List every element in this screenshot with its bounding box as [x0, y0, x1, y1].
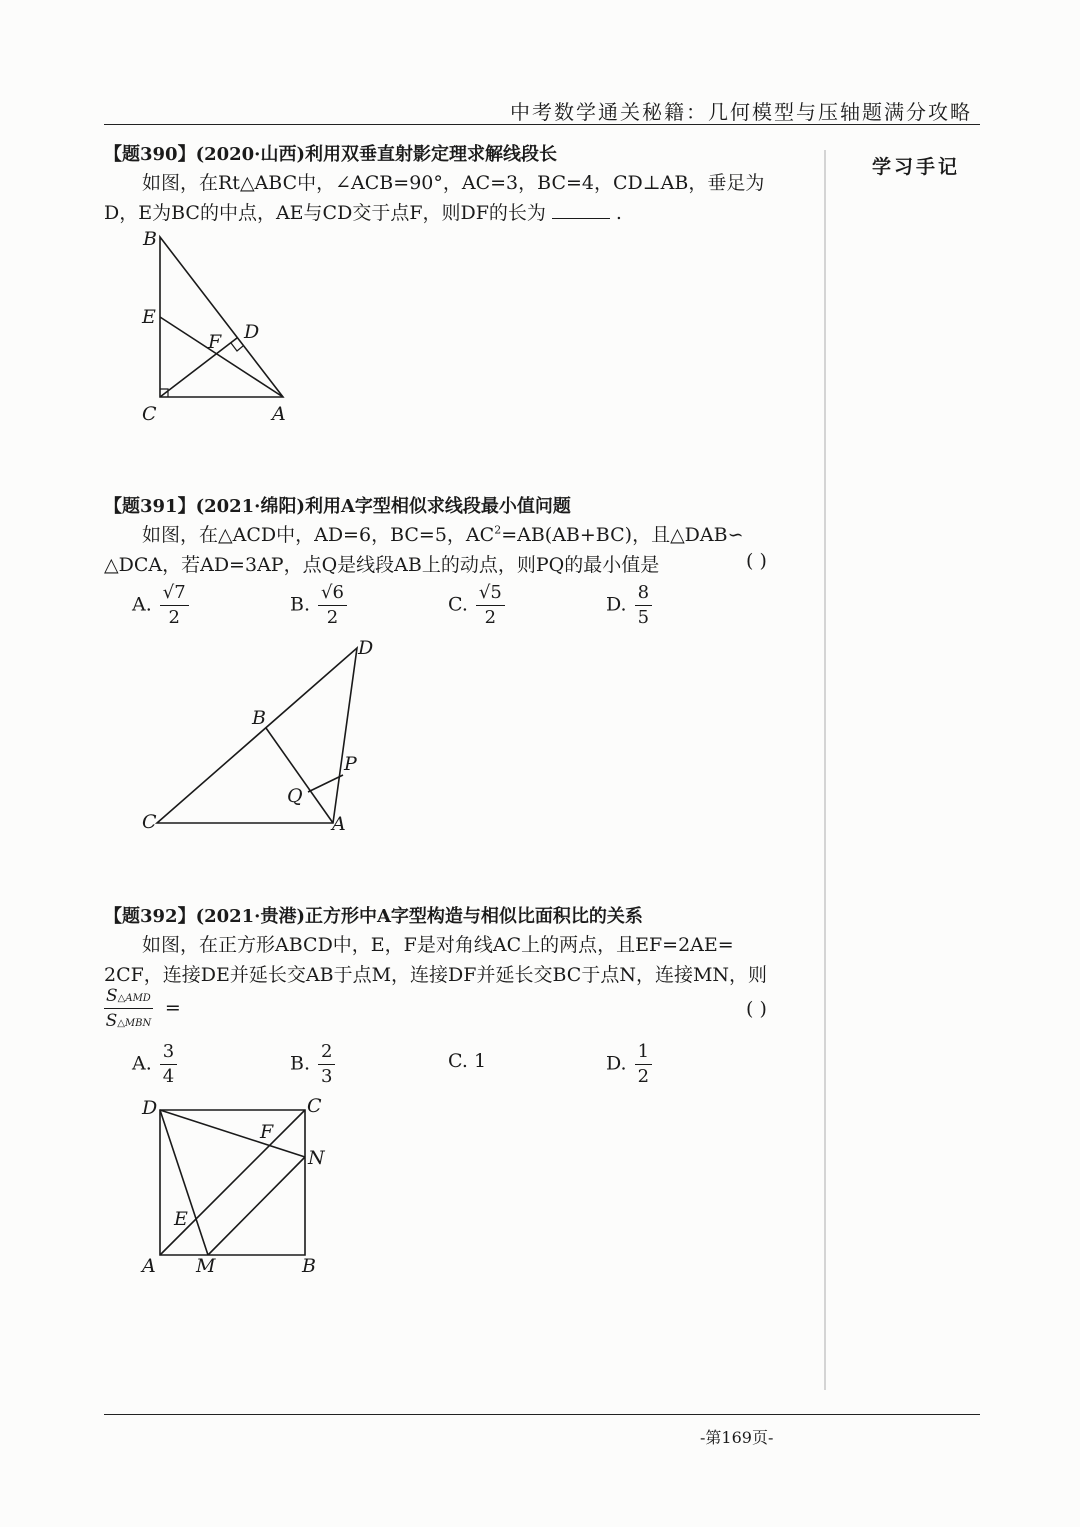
page-number: -第169页-	[700, 1428, 774, 1447]
question-390-line-2	[104, 198, 622, 225]
question-391-title: 【题391】(2021·绵阳)利用A字型相似求线段最小值问题	[104, 496, 571, 517]
figure-391	[130, 630, 390, 840]
right-angle-d	[231, 343, 243, 351]
label-f: F	[208, 331, 222, 353]
triangle-acd	[157, 648, 357, 823]
triangle-abc	[160, 237, 283, 397]
choice-391-b[interactable]: B. $\frac{√6}{2}$	[290, 584, 347, 627]
label-q: Q	[287, 785, 303, 807]
label-d: D	[358, 637, 374, 659]
book-title: 中考数学通关秘籍：几何模型与压轴题满分攻略	[510, 100, 972, 124]
label-a: A	[332, 813, 346, 835]
label-d: D	[244, 321, 260, 343]
segment-ae	[160, 317, 283, 397]
segment-ba	[266, 728, 333, 823]
question-391-line-1b: =AB(AB+BC)，且△DAB∽	[501, 524, 744, 546]
question-392-answer-paren[interactable]: ( )	[746, 998, 767, 1020]
label-n: N	[308, 1147, 325, 1169]
choice-391-a[interactable]: A. $\frac{√7}{2}$	[132, 584, 189, 627]
label-b: B	[302, 1255, 316, 1277]
choice-392-a[interactable]: A. $\frac{3}{4}$	[132, 1043, 177, 1086]
segment-cd	[160, 338, 237, 397]
footer-rule	[104, 1414, 980, 1415]
choice-392-c[interactable]: C. 1	[448, 1050, 487, 1072]
segment-dn	[160, 1110, 305, 1157]
question-392-title: 【题392】(2021·贵港)正方形中A字型构造与相似比面积比的关系	[104, 906, 643, 927]
question-391-line-2: △DCA，若AD=3AP，点Q是线段AB上的动点，则PQ的最小值是	[104, 554, 660, 576]
question-391-line-1a: 如图，在△ACD中，AD=6，BC=5，AC	[142, 524, 495, 546]
question-391-line-1	[142, 520, 744, 547]
label-m: M	[196, 1255, 216, 1277]
label-e: E	[142, 306, 156, 328]
choice-391-d[interactable]: D. $\frac{8}{5}$	[606, 584, 652, 627]
question-392-line-2: 2CF，连接DE并延长交AB于点M，连接DF并延长交BC于点N，连接MN，则	[104, 964, 768, 986]
label-b: B	[252, 707, 266, 729]
question-390-line-1: 如图，在Rt△ABC中，∠ACB=90°，AC=3，BC=4，CD⊥AB，垂足为	[142, 172, 765, 194]
label-a: A	[272, 403, 286, 425]
segment-dm	[160, 1110, 208, 1255]
label-b: B	[143, 228, 157, 250]
question-390-line-2-text: D，E为BC的中点，AE与CD交于点F，则DF的长为	[104, 202, 546, 224]
label-c: C	[142, 403, 157, 425]
label-p: P	[344, 753, 357, 775]
label-e: E	[174, 1208, 188, 1230]
area-ratio: S△AMD S△MBN =	[105, 986, 181, 1031]
label-c: C	[142, 811, 157, 833]
label-d: D	[142, 1097, 158, 1119]
question-390-line-2-end: .	[615, 202, 622, 224]
question-392-line-1: 如图，在正方形ABCD中，E，F是对角线AC上的两点，且EF=2AE=	[142, 934, 734, 956]
study-notes-label: 学习手记	[872, 156, 961, 178]
choice-392-b[interactable]: B. $\frac{2}{3}$	[290, 1043, 335, 1086]
question-391-answer-paren[interactable]: ( )	[746, 550, 767, 572]
choice-392-d[interactable]: D. $\frac{1}{2}$	[606, 1043, 652, 1086]
diagonal-ac	[160, 1110, 305, 1255]
figure-390	[130, 225, 310, 430]
label-f: F	[260, 1121, 274, 1143]
notes-divider	[824, 150, 826, 1390]
answer-blank[interactable]	[552, 218, 610, 219]
figure-392	[130, 1090, 340, 1285]
header-rule	[104, 124, 980, 125]
label-c: C	[307, 1095, 322, 1117]
equals-sign: =	[164, 997, 181, 1019]
choice-391-c[interactable]: C. $\frac{√5}{2}$	[448, 584, 505, 627]
question-390-title: 【题390】(2020·山西)利用双垂直射影定理求解线段长	[104, 144, 557, 165]
exponent: 2	[494, 523, 502, 537]
segment-mn	[208, 1157, 305, 1255]
label-a: A	[142, 1255, 156, 1277]
